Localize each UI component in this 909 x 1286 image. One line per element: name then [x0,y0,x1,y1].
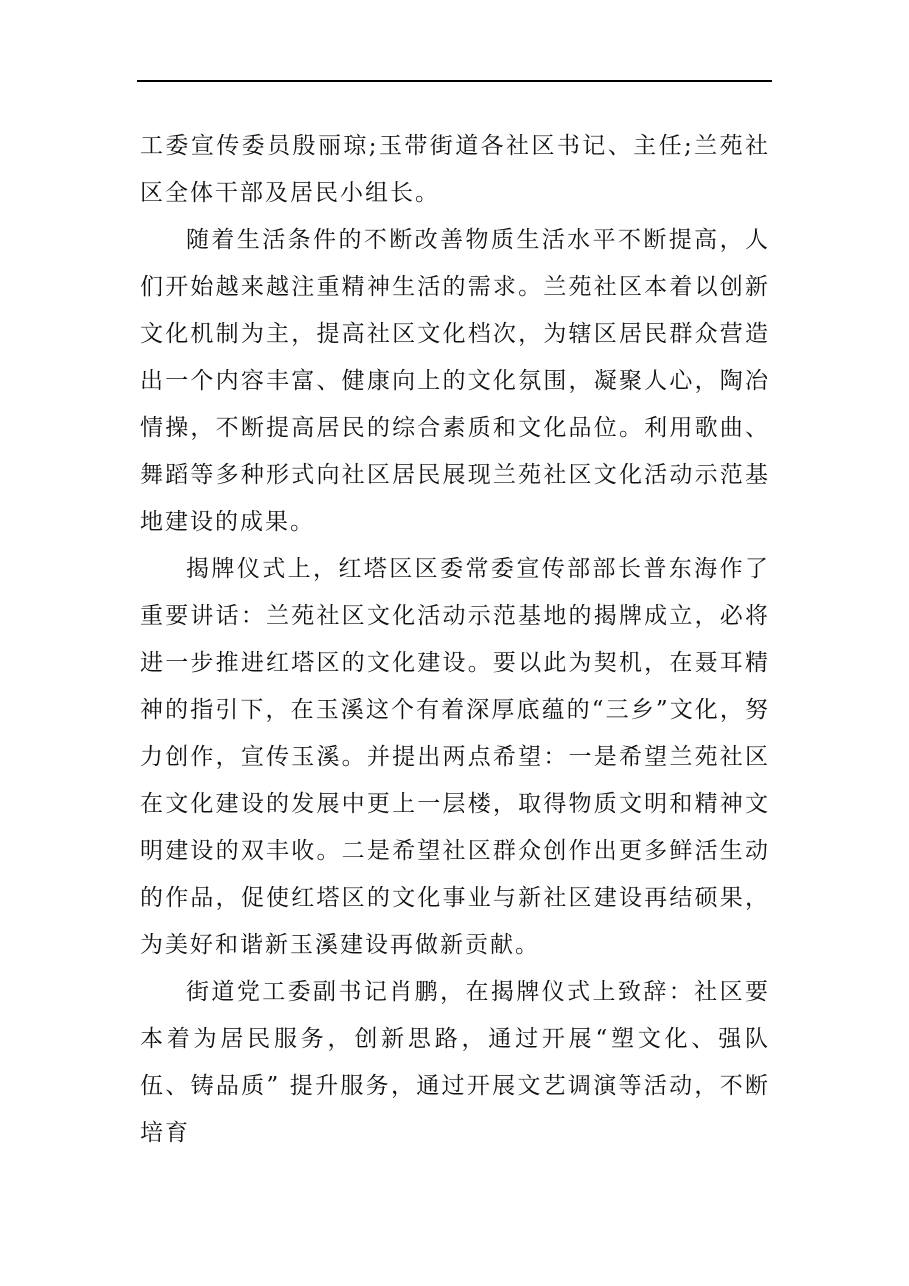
paragraph-1: 工委宣传委员殷丽琼;玉带街道各社区书记、主任;兰苑社区全体干部及居民小组长。 [140,133,770,206]
paragraph-2: 随着生活条件的不断改善物质生活水平不断提高，人们开始越来越注重精神生活的需求。兰苑社区本着以创新文化机制为主，提高社区文化档次，为辖区居民群众营造出一个内容丰富、健康向上的文化氛围，凝聚人心，陶冶情操，不断提高居民的综合素质和文化品位。利用歌曲、舞蹈等多种形式向社区居民展现兰苑社区文化活动示范基地建设的成果。 [140,227,770,535]
document-body [140,123,770,1157]
header-rule [137,80,772,82]
paragraph-3: 揭牌仪式上，红塔区区委常委宣传部部长普东海作了重要讲话：兰苑社区文化活动示范基地的揭牌成立，必将进一步推进红塔区的文化建设。要以此为契机，在聂耳精神的指引下，在玉溪这个有着深厚底蕴的“三乡”文化，努力创作，宣传玉溪。并提出两点希望：一是希望兰苑社区在文化建设的发展中更上一层楼，取得物质文明和精神文明建设的双丰收。二是希望社区群众创作出更多鲜活生动的作品，促使红塔区的文化事业与新社区建设再结硕果，为美好和谐新玉溪建设再做新贡献。 [140,556,770,958]
paragraph-4: 街道党工委副书记肖鹏，在揭牌仪式上致辞：社区要本着为居民服务，创新思路，通过开展“塑文化、强队伍、铸品质” 提升服务，通过开展文艺调演等活动，不断培育 [140,979,770,1146]
